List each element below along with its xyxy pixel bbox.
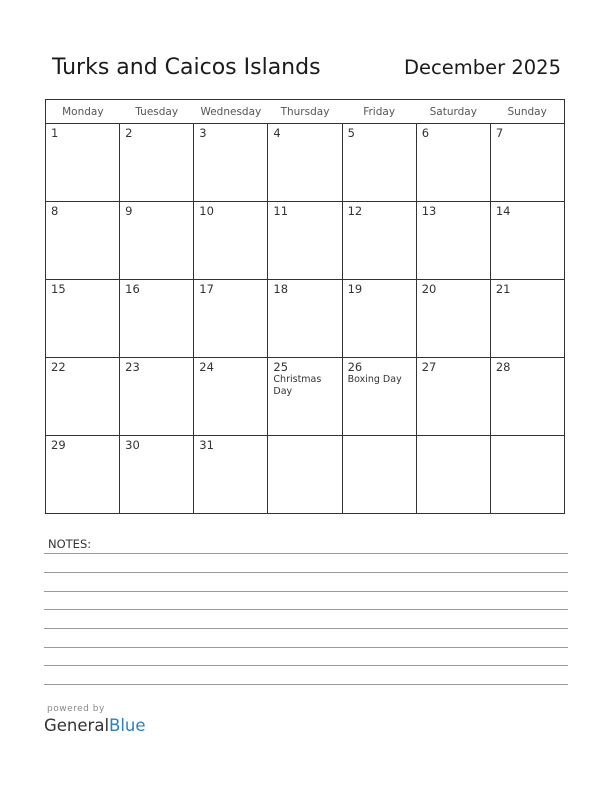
day-number: 13 [421, 204, 437, 218]
day-number: 30 [125, 438, 140, 452]
day-cell [416, 124, 490, 202]
day-cell [268, 124, 342, 202]
day-number: 2 [125, 126, 133, 140]
day-cell [120, 358, 194, 436]
note-line [44, 591, 568, 592]
note-line [44, 572, 568, 573]
day-cell [416, 280, 490, 358]
day-cell [120, 124, 194, 202]
day-number: 10 [199, 204, 214, 218]
day-number: 27 [421, 360, 437, 374]
day-cell [416, 436, 490, 514]
day-number: 5 [347, 126, 355, 140]
weekday-wednesday: Wednesday [194, 100, 268, 124]
day-cell [120, 280, 194, 358]
powered-by-text: powered by [47, 704, 105, 714]
weekday-header-row [46, 100, 565, 124]
logo-general-text: General [44, 716, 110, 735]
holiday-label: Christmas Day [273, 374, 322, 397]
calendar-grid [45, 99, 565, 514]
day-cell [46, 202, 120, 280]
weekday-thursday: Thursday [268, 100, 342, 124]
week-row [46, 358, 565, 436]
note-line [44, 553, 568, 554]
day-number: 18 [273, 282, 289, 296]
day-cell [490, 358, 564, 436]
note-line [44, 684, 568, 685]
week-row [46, 124, 565, 202]
day-number: 28 [495, 360, 511, 374]
day-cell [268, 202, 342, 280]
day-number: 9 [125, 204, 133, 218]
day-number: 26 [347, 360, 363, 374]
day-cell [342, 124, 416, 202]
day-cell [416, 358, 490, 436]
country-title: Turks and Caicos Islands [52, 55, 321, 80]
day-cell [268, 358, 342, 436]
day-cell [490, 124, 564, 202]
day-number: 19 [347, 282, 363, 296]
day-cell [268, 280, 342, 358]
day-number: 21 [495, 282, 511, 296]
day-cell [490, 280, 564, 358]
day-number: 14 [495, 204, 511, 218]
day-cell [194, 358, 268, 436]
day-number: 31 [199, 438, 214, 452]
day-cell [194, 124, 268, 202]
day-cell [490, 202, 564, 280]
day-number: 4 [273, 126, 281, 140]
day-cell [342, 358, 416, 436]
holiday-label: Boxing Day [347, 374, 402, 385]
week-row [46, 280, 565, 358]
day-number: 24 [199, 360, 214, 374]
day-number: 22 [51, 360, 66, 374]
day-cell [342, 436, 416, 514]
day-number: 17 [199, 282, 214, 296]
day-number: 1 [51, 126, 59, 140]
day-number: 16 [125, 282, 140, 296]
day-cell [46, 436, 120, 514]
day-cell [342, 202, 416, 280]
note-line [44, 628, 568, 629]
day-number: 15 [51, 282, 66, 296]
day-number: 20 [421, 282, 437, 296]
day-number: 11 [273, 204, 289, 218]
week-row [46, 202, 565, 280]
week-row [46, 436, 565, 514]
notes-label: NOTES: [48, 537, 92, 551]
note-line [44, 647, 568, 648]
note-line [44, 609, 568, 610]
weekday-sunday: Sunday [490, 100, 564, 124]
day-cell [120, 202, 194, 280]
day-cell [490, 436, 564, 514]
day-cell [46, 124, 120, 202]
logo-blue-text: Blue [109, 716, 146, 735]
month-year-title: December 2025 [404, 56, 561, 79]
day-cell [194, 202, 268, 280]
day-number: 6 [421, 126, 430, 140]
day-cell [46, 358, 120, 436]
day-cell [194, 436, 268, 514]
day-cell [342, 280, 416, 358]
day-number: 8 [51, 204, 59, 218]
day-number: 29 [51, 438, 66, 452]
day-number: 7 [495, 126, 504, 140]
generalblue-logo [44, 716, 146, 735]
day-number: 25 [273, 360, 289, 374]
weekday-tuesday: Tuesday [120, 100, 194, 124]
note-line [44, 665, 568, 666]
weekday-saturday: Saturday [416, 100, 490, 124]
weekday-monday: Monday [46, 100, 120, 124]
weekday-friday: Friday [342, 100, 416, 124]
day-number: 3 [199, 126, 207, 140]
day-number: 12 [347, 204, 363, 218]
day-cell [194, 280, 268, 358]
day-number: 23 [125, 360, 140, 374]
day-cell [120, 436, 194, 514]
day-cell [416, 202, 490, 280]
day-cell [268, 436, 342, 514]
day-cell [46, 280, 120, 358]
